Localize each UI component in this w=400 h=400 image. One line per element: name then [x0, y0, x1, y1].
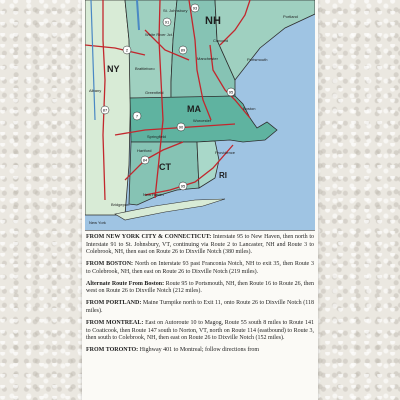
- directions-boston: [86, 261, 314, 276]
- city-label: Albany: [89, 88, 102, 93]
- directions-body: Interstate 95 to New Haven, then north to Interstate 91 to St. Johnsbury, VT, continuing via Route 2 to Lancaster, NH and Route 3 to Colebrook, NH, then east on Route 26 to Dixville Notch (380 miles).: [86, 234, 315, 256]
- directions-heading: FROM BOSTON:: [86, 261, 134, 268]
- map-graphic: [85, 0, 315, 230]
- svg-text:87: 87: [102, 107, 108, 113]
- state-label-ma: MA: [187, 104, 201, 114]
- directions-heading: FROM MONTREAL:: [86, 319, 144, 326]
- city-label: Springfield: [147, 134, 166, 139]
- city-label: New York: [89, 220, 106, 225]
- city-label: New Haven: [143, 192, 164, 197]
- svg-text:2: 2: [125, 47, 129, 53]
- svg-text:95: 95: [180, 183, 186, 189]
- city-label: Bridgeport: [111, 202, 130, 207]
- region-map: [85, 0, 315, 231]
- svg-text:84: 84: [142, 157, 148, 163]
- route-shield: [133, 112, 141, 120]
- directions-body: East on Autoroute 10 to Magog, Route 55 south 8 miles to Route 141 to Coaticook, then Route 147 south to Norton, VT, north on Route 114 (eastbound) to Route 3, then south to Colebrook, NH, then east on Route 26 to Dixville Notch (152 miles).: [86, 319, 315, 342]
- city-label: Brattleboro: [135, 66, 155, 71]
- city-label: Greenfield: [145, 90, 164, 95]
- route-shield: [179, 46, 187, 54]
- route-shield: [101, 106, 109, 114]
- state-vt: [125, 0, 177, 98]
- directions-boston-alt: [86, 281, 314, 296]
- city-label: St. Johnsbury: [163, 8, 188, 13]
- svg-text:91: 91: [164, 19, 170, 25]
- directions-portland: [86, 300, 314, 315]
- route-shield: [191, 4, 199, 12]
- directions-body: Route 95 to Portsmouth, NH, then Route 16 to Route 26, then west on Route 26 to Dixville Notch (212 miles).: [86, 280, 315, 295]
- state-label-ny: NY: [107, 64, 120, 74]
- directions-body: Highway 401 to Montreal; follow directions from: [139, 347, 259, 354]
- directions-toronto: [86, 347, 314, 355]
- route-shield: [179, 182, 187, 190]
- route-shield: [123, 46, 131, 54]
- directions-montreal: [86, 320, 314, 343]
- city-label: Concord: [213, 38, 229, 43]
- directions-heading: FROM NEW YORK CITY & CONNECTICUT:: [86, 234, 212, 240]
- directions-heading: Alternate Route From Boston:: [86, 280, 165, 287]
- svg-text:7: 7: [135, 113, 139, 119]
- directions-heading: FROM TORONTO:: [86, 347, 139, 354]
- city-label: White River Jct.: [145, 32, 174, 37]
- route-shield: [227, 88, 235, 96]
- state-label-ri: RI: [219, 171, 227, 180]
- state-label-nh: NH: [205, 15, 221, 27]
- city-label: Portsmouth: [247, 57, 268, 62]
- state-label-ct: CT: [159, 162, 171, 172]
- directions-body: North on Interstate 93 past Franconia Notch, NH to exit 35, then Route 3 to Colebrook, NH, then east on Route 26 to Dixville Notch (219 miles).: [86, 261, 314, 275]
- svg-text:89: 89: [180, 47, 186, 53]
- svg-text:93: 93: [192, 5, 198, 11]
- city-label: Worcester: [193, 118, 212, 123]
- route-shield: [141, 156, 149, 164]
- city-label: Boston: [243, 106, 256, 111]
- directions-body: Maine Turnpike north to Exit 11, onto Route 26 to Dixville Notch (118 miles).: [86, 300, 314, 314]
- city-label: Manchester: [197, 56, 218, 61]
- city-label: Hartford: [137, 148, 152, 153]
- directions-heading: FROM PORTLAND:: [86, 300, 142, 307]
- city-label: Providence: [215, 150, 236, 155]
- route-shield: [177, 123, 185, 131]
- directions-text: [86, 234, 314, 359]
- directions-nyc: [86, 234, 314, 257]
- route-shield: [163, 18, 171, 26]
- svg-text:95: 95: [228, 89, 234, 95]
- svg-text:90: 90: [178, 124, 184, 130]
- city-label: Portland: [283, 14, 298, 19]
